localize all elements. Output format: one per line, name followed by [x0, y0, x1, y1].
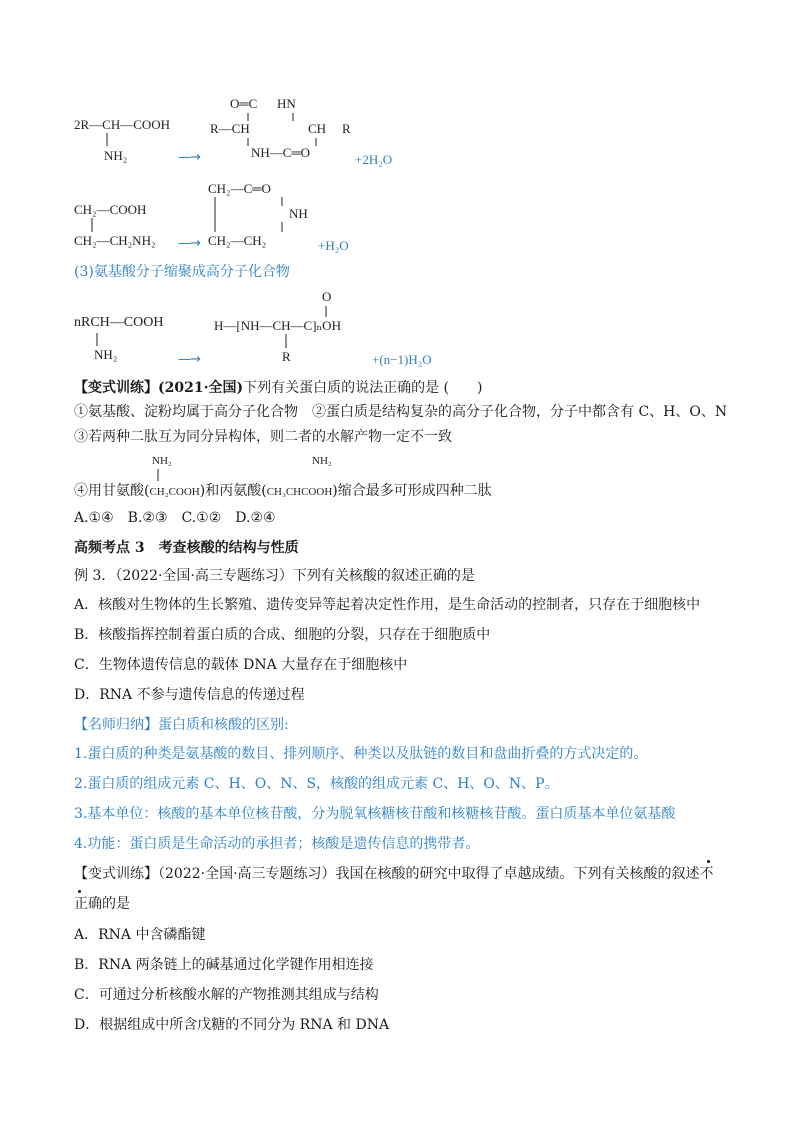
water-product: +2H₂O [355, 152, 393, 167]
reactant-formula: nRCH—COOH [74, 315, 164, 330]
item-4-mid: )和丙氨酸( [199, 483, 267, 499]
reactant-amino-group: NH₂ [94, 347, 118, 362]
alanine-formula: CH₃CHCOOH [266, 486, 333, 498]
ring-top: CH₂—C═O [208, 181, 271, 196]
ring-top-right: HN [277, 96, 296, 111]
ring-top-left: O═C [230, 96, 258, 111]
example-3-option-a: A．核酸对生物体的生长繁殖、遗传变异等起着决定性作用，是生命活动的控制者，只存在于细胞核中 [74, 597, 701, 613]
item-4-suffix: )缩合最多可形成四种二肽 [332, 483, 492, 499]
polymer-formula: H—[NH—CH—C]ₙOH [214, 318, 341, 333]
exercise-2-option-b: B．RNA 两条链上的碱基通过化学键作用相连接 [74, 957, 374, 973]
ring-bottom: NH—C═O [251, 145, 311, 160]
exercise-1-item-1-2: ①氨基酸、淀粉均属于高分子化合物 ②蛋白质是结构复杂的高分子化合物，分子中都含有 C、H、O、N [74, 404, 728, 420]
ring-r-group: R [342, 121, 351, 136]
exercise-2-option-d: D．根据组成中所含戊糖的不同分为 RNA 和 DNA [74, 1017, 390, 1033]
reactant-formula: 2R—CH—COOH [74, 117, 171, 132]
reactant-bottom: CH₂—CH₂NH₂ [74, 233, 156, 248]
exercise-question: 下列有关蛋白质的说法正确的是 ( ) [243, 380, 483, 396]
ring-right: CH [308, 121, 327, 136]
exercise-1-item-4 [74, 481, 492, 502]
exercise-2-option-a: A．RNA 中含磷酯键 [74, 927, 206, 943]
summary-point-4: 4.功能：蛋白质是生命活动的承担者；核酸是遗传信息的携带者。 [74, 836, 480, 852]
exercise-label: 【变式训练】 [74, 380, 158, 396]
reaction-arrow: —→ [178, 150, 200, 165]
water-product: +H₂O [318, 238, 349, 253]
example-3-option-d: D．RNA 不参与遗传信息的传递过程 [74, 687, 305, 703]
emphasis-dot [78, 890, 81, 893]
example-3-option-c: C．生物体遗传信息的载体 DNA 大量存在于细胞核中 [74, 657, 408, 673]
ring-nh: NH [289, 206, 308, 221]
reactant-top: CH₂—COOH [74, 202, 147, 217]
summary-point-1: 1.蛋白质的种类是氨基酸的数目、排列顺序、种类以及肽链的数目和盘曲折叠的方式决定的。 [74, 746, 648, 762]
example-3-option-b: B．核酸指挥控制着蛋白质的合成、细胞的分裂，只存在于细胞质中 [74, 627, 491, 643]
summary-point-2: 2.蛋白质的组成元素 C、H、O、N、S，核酸的组成元素 C、H、O、N、P。 [74, 776, 559, 792]
polymer-r-group: R [282, 349, 291, 364]
carbonyl-oxygen: O [322, 289, 332, 304]
exercise-2-stem-line-1: 【变式训练】（2022·全国·高三专题练习）我国在核酸的研究中取得了卓越成绩。下列有关核酸的叙述不 [74, 866, 714, 882]
exercise-bonds [0, 0, 800, 500]
glycine-formula: CH₂COOH [149, 486, 200, 498]
reactant-amino-group: NH₂ [104, 148, 128, 163]
exercise-2-stem-line-2: 正确的是 [74, 896, 130, 912]
exercise-1-options: A.①④ B.②③ C.①② D.②④ [74, 510, 276, 526]
item-4-prefix: ④用甘氨酸( [74, 483, 150, 499]
exercise-source: (2021·全国) [158, 380, 244, 396]
reaction-arrow: —→ [178, 352, 200, 367]
emphasis-dot [707, 860, 710, 863]
exercise-2-option-c: C．可通过分析核酸水解的产物推测其组成与结构 [74, 987, 379, 1003]
summary-title: 【名师归纳】蛋白质和核酸的区别: [74, 717, 289, 733]
ring-left: R—CH [210, 121, 250, 136]
section-3-heading: (3)氨基酸分子缩聚成高分子化合物 [74, 264, 290, 280]
summary-point-3: 3.基本单位：核酸的基本单位核苷酸，分为脱氧核糖核苷酸和核糖核苷酸。蛋白质基本单位氨基酸 [74, 806, 676, 822]
reaction-arrow: —→ [178, 236, 200, 251]
glycine-amino-group: NH₂ [152, 455, 172, 467]
water-product: +(n−1)H₂O [372, 352, 432, 367]
topic-3-heading: 高频考点 3 考查核酸的结构与性质 [74, 540, 299, 556]
ring-bottom: CH₂—CH₂ [208, 233, 267, 248]
exercise-1-item-3: ③若两种二肽互为同分异构体，则二者的水解产物一定不一致 [74, 429, 452, 445]
alanine-amino-group: NH₂ [312, 455, 332, 467]
example-3-stem: 例 3．（2022·全国·高三专题练习）下列有关核酸的叙述正确的是 [74, 568, 475, 584]
